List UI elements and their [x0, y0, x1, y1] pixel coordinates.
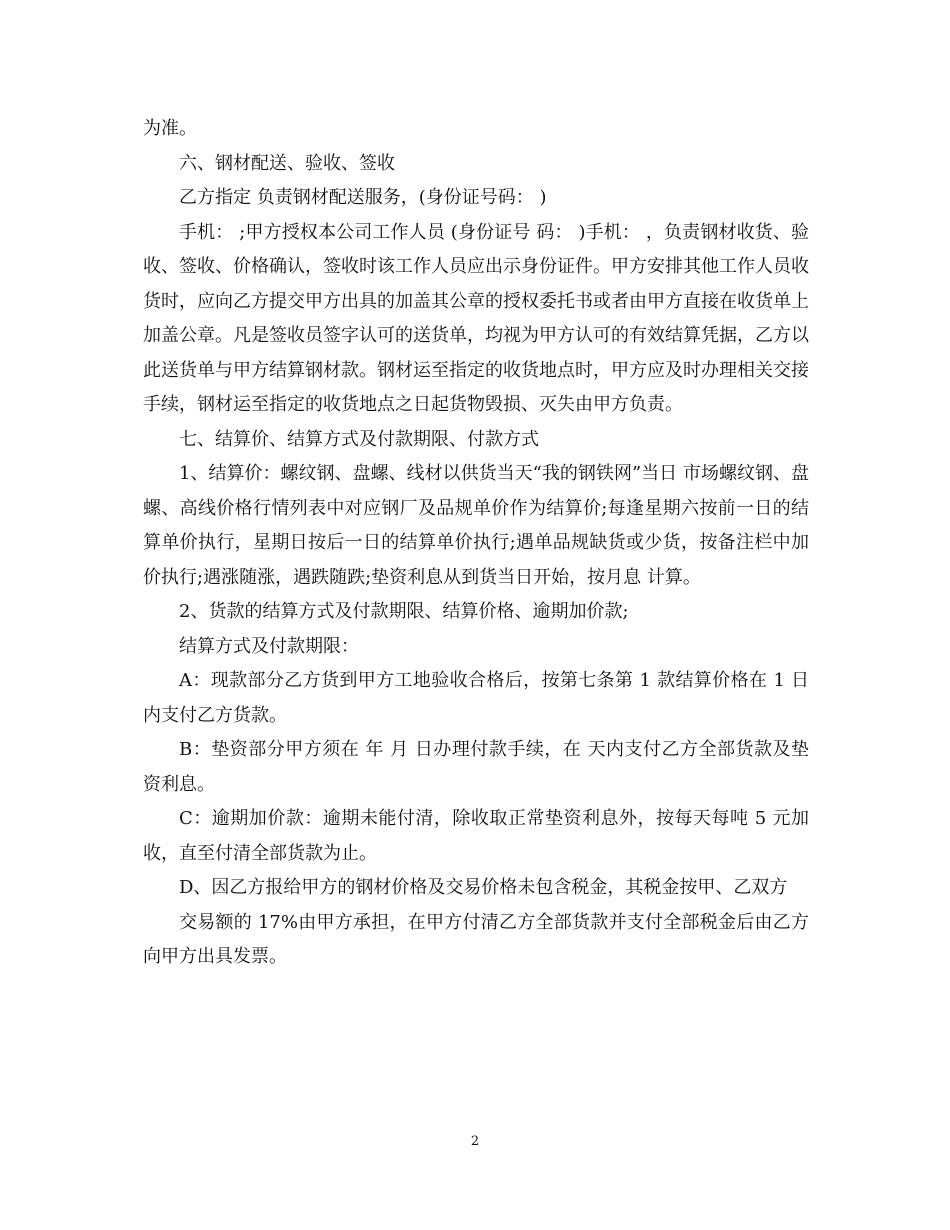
paragraph-receiving: 手机： ;甲方授权本公司工作人员 (身份证号 码： )手机： ，负责钢材收货、验收、签收、价格确认，签收时该工作人员应出示身份证件。甲方安排其他工作人员收货时，应向乙方提交甲方出具的加盖其公章的授权委托书或者由甲方直接在收货单上加盖公章。凡是签收员签字认可的送货单，均视为甲方认可的有效结算凭据，乙方以此送货单与甲方结算钢材款。钢材运至指定的收货地点时，甲方应及时办理相关交接手续，钢材运至指定的收货地点之日起货物毁损、灭失由甲方负责。: [143, 221, 809, 415]
paragraph-delivery-person: 乙方指定 负责钢材配送服务，(身份证号码： ): [179, 187, 547, 208]
paragraph-clause-d-continued: 交易额的 17%由甲方承担，在甲方付清乙方全部货款并支付全部税金后由乙方向甲方出具发票。: [143, 911, 809, 967]
page-number: 2: [470, 1134, 480, 1149]
paragraph-settlement-price: 1、结算价：螺纹钢、盘螺、线材以供货当天“我的钢铁网”当日 市场螺纹钢、盘螺、高线价格行情列表中对应钢厂及品规单价作为结算价;每逢星期六按前一日的结算单价执行，星期日按后一日的结算单价执行;遇单品规缺货或少货，按备注栏中加价执行;遇涨随涨，遇跌随跌;垫资利息从到货当日开始，按月息 计算。: [143, 463, 809, 588]
paragraph-clause-d: D、因乙方报给甲方的钢材价格及交易价格未包含税金，其税金按甲、乙双方: [179, 877, 788, 898]
paragraph-clause-a: A：现款部分乙方货到甲方工地验收合格后，按第七条第 1 款结算价格在 1 日内支付乙方货款。: [143, 670, 809, 726]
section-heading-delivery: 六、钢材配送、验收、签收: [179, 152, 395, 174]
section-heading-settlement: 七、结算价、结算方式及付款期限、付款方式: [179, 428, 539, 450]
paragraph-continuation: 为准。: [143, 118, 197, 139]
paragraph-clause-b: B：垫资部分甲方须在 年 月 日办理付款手续，在 天内支付乙方全部货款及垫资利息。: [143, 739, 809, 795]
paragraph-payment-terms: 2、货款的结算方式及付款期限、结算价格、逾期加价款;: [179, 601, 629, 622]
paragraph-clause-c: C：逾期加价款：逾期未能付清，除收取正常垫资利息外，按每天每吨 5 元加收，直至付清全部货款为止。: [143, 808, 809, 864]
document-body: [143, 112, 809, 975]
paragraph-payment-method-heading: 结算方式及付款期限：: [179, 635, 359, 657]
